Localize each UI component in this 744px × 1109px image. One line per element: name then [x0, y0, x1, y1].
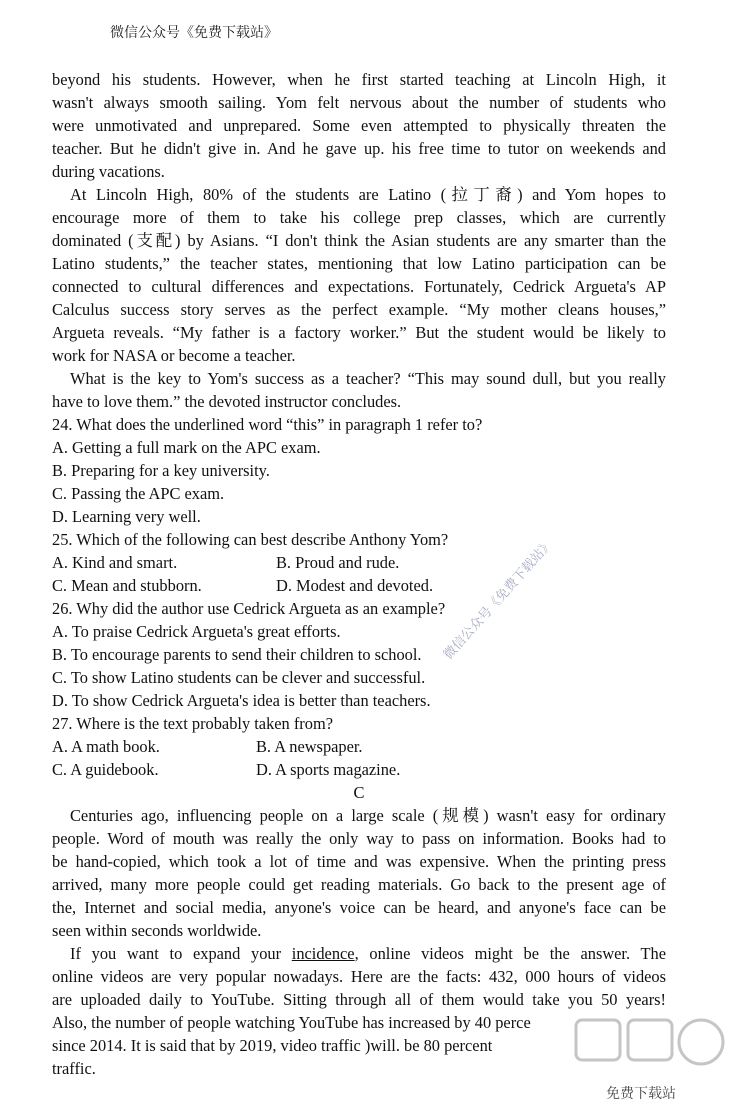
text-fragment: , online videos might be the answer. The	[354, 944, 666, 963]
option-c: C. Passing the APC exam.	[52, 484, 225, 503]
site-logo	[536, 1014, 736, 1104]
question-27	[52, 712, 666, 781]
section-heading-c: C	[353, 783, 365, 802]
option-d: D. To show Cedrick Argueta's idea is better than teachers.	[52, 691, 431, 710]
question-25	[52, 528, 666, 597]
option-d: D. Learning very well.	[52, 507, 201, 526]
passage-c-paragraph-1	[52, 804, 666, 942]
text-line: work for NASA or become a teacher.	[52, 346, 296, 365]
text-line	[52, 942, 666, 965]
text-line: Also, the number of people watching YouTube has increased by 40 perce	[52, 1013, 531, 1032]
text-line: Centuries ago, influencing people on a large scale (规模) wasn't easy for ordinary	[70, 806, 666, 825]
text-line: teacher. But he didn't give in. And he gave up. his free time to tutor on weekends and	[52, 139, 666, 158]
question-stem: 24. What does the underlined word “this” in paragraph 1 refer to?	[52, 415, 483, 434]
text-line: the, Internet and social media, anyone's voice can be heard, and anyone's face can be	[52, 898, 666, 917]
text-line: traffic.	[52, 1059, 96, 1078]
text-line: during vacations.	[52, 162, 165, 181]
option-d: D. Modest and devoted.	[276, 576, 434, 595]
option-d: D. A sports magazine.	[256, 760, 401, 779]
option-c: C. Mean and stubborn.	[52, 576, 202, 595]
option-a: A. Getting a full mark on the APC exam.	[52, 438, 321, 457]
question-24	[52, 413, 666, 528]
text-line: connected to cultural differences and expectations. Fortunately, Cedrick Argueta's AP	[52, 277, 666, 296]
text-line: have to love them.” the devoted instructor concludes.	[52, 392, 402, 411]
text-line: dominated (支配) by Asians. “I don't think the Asian students are any smarter than the	[52, 231, 666, 250]
text-line: be hand-copied, which took a lot of time and was expensive. When the printing press	[52, 852, 666, 871]
logo-text: 免费下载站	[606, 1086, 676, 1102]
text-line: wasn't always smooth sailing. Yom felt nervous about the number of students who	[52, 93, 666, 112]
text-line: beyond his students. However, when he first started teaching at Lincoln High, it	[52, 70, 666, 89]
text-line: arrived, many more people could get reading materials. Go back to the present age of	[52, 875, 666, 894]
text-line: are uploaded daily to YouTube. Sitting through all of them would take you 50 years!	[52, 990, 666, 1009]
text-line: Calculus success story serves as the perfect example. “My mother cleans houses,”	[52, 300, 666, 319]
paragraph-2	[52, 183, 666, 367]
text-line: What is the key to Yom's success as a teacher? “This may sound dull, but you really	[70, 369, 666, 388]
text-line: Latino students,” the teacher states, mentioning that low Latino participation can be	[52, 254, 666, 273]
text-fragment: If you want to expand your	[70, 944, 292, 963]
option-b: B. To encourage parents to send their children to school.	[52, 645, 422, 664]
text-line: encourage more of them to take his college prep classes, which are currently	[52, 208, 666, 227]
option-b: B. A newspaper.	[256, 737, 363, 756]
question-26	[52, 597, 666, 712]
text-line: since 2014. It is said that by 2019, video traffic )will. be 80 percent	[52, 1036, 493, 1055]
logo-graphic-icon	[536, 1014, 736, 1104]
option-b: B. Proud and rude.	[276, 553, 400, 572]
question-stem: 27. Where is the text probably taken from?	[52, 714, 333, 733]
paragraph-3	[52, 367, 666, 413]
document-body	[52, 68, 666, 1080]
option-a: A. Kind and smart.	[52, 553, 178, 572]
option-a: A. A math book.	[52, 737, 160, 756]
paragraph-1	[52, 68, 666, 183]
option-a: A. To praise Cedrick Argueta's great efforts.	[52, 622, 341, 641]
question-stem: 26. Why did the author use Cedrick Argueta as an example?	[52, 599, 446, 618]
option-c: C. To show Latino students can be clever and successful.	[52, 668, 426, 687]
watermark-text: 微信公众号《免费下载站》	[440, 536, 557, 663]
underlined-word: incidence	[291, 944, 355, 963]
text-line: seen within seconds worldwide.	[52, 921, 262, 940]
text-line: At Lincoln High, 80% of the students are Latino (拉丁裔) and Yom hopes to	[70, 185, 666, 204]
text-line: online videos are very popular nowadays. Here are the facts: 432, 000 hours of videos	[52, 967, 666, 986]
question-stem: 25. Which of the following can best describe Anthony Yom?	[52, 530, 449, 549]
text-line: Argueta reveals. “My father is a factory worker.” But the student would be likely to	[52, 323, 666, 342]
header-source: 微信公众号《免费下载站》	[110, 26, 278, 41]
option-b: B. Preparing for a key university.	[52, 461, 270, 480]
text-line: were unmotivated and unprepared. Some even attempted to physically threaten the	[52, 116, 666, 135]
option-c: C. A guidebook.	[52, 760, 159, 779]
text-line: people. Word of mouth was really the only way to pass on information. Books had to	[52, 829, 666, 848]
